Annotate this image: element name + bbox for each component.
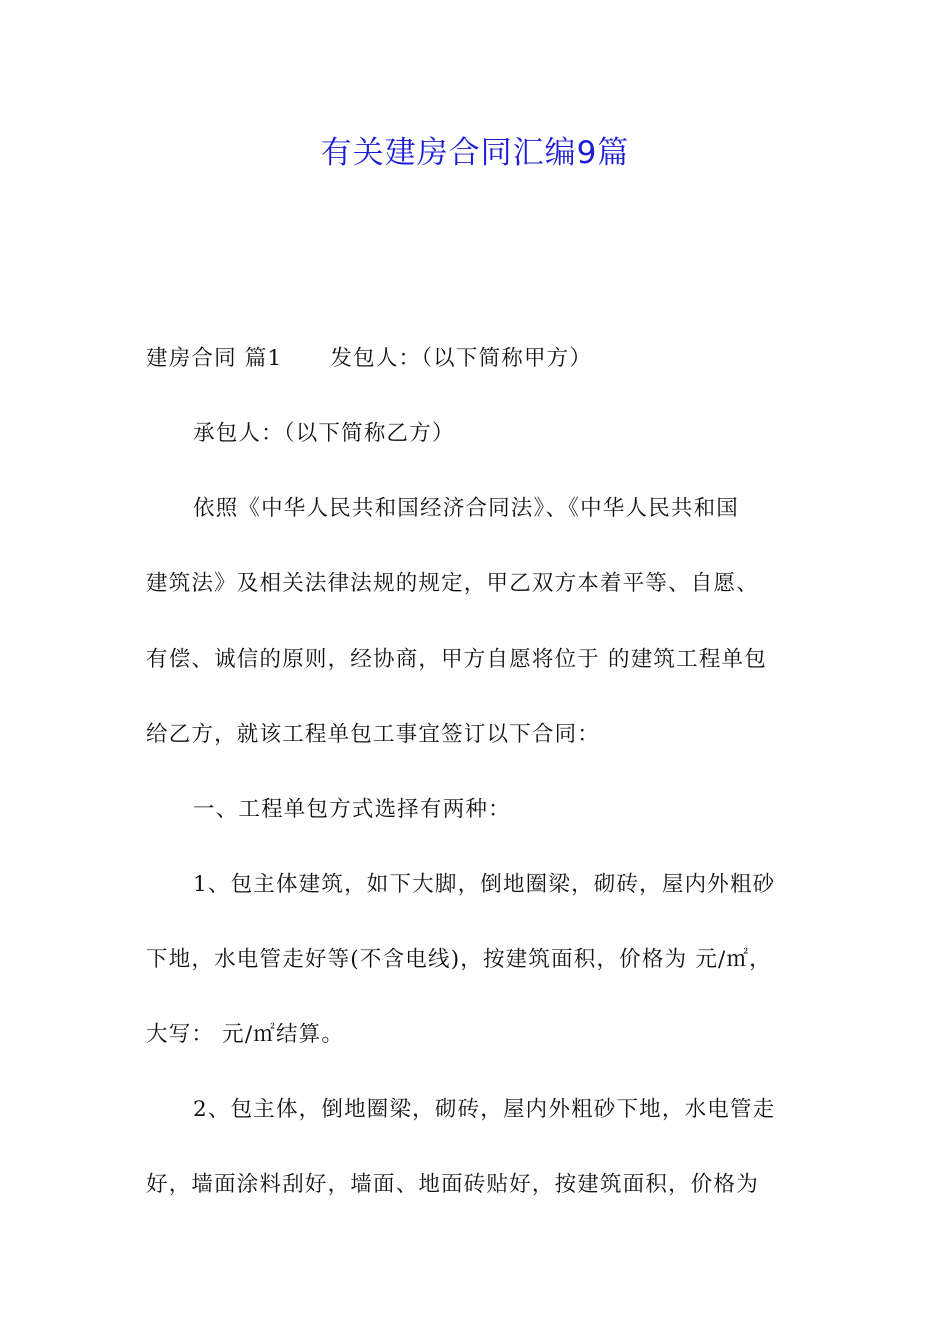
- section-label: 建房合同 篇1: [146, 346, 283, 371]
- paragraph-line: 好，墙面涂料刮好，墙面、地面砖贴好，按建筑面积，价格为: [146, 1172, 759, 1197]
- clause-heading: 一、工程单包方式选择有两种：: [193, 797, 511, 822]
- paragraph-line: 2、包主体，倒地圈梁，砌砖，屋内外粗砂下地，水电管走: [193, 1097, 776, 1122]
- employer-clause: 发包人：（以下简称甲方）: [330, 346, 593, 371]
- contractor-clause: 承包人：（以下简称乙方）: [193, 421, 455, 446]
- document-title: 有关建房合同汇编9篇: [320, 135, 630, 171]
- paragraph-line: 大写： 元/㎡结算。: [146, 1022, 345, 1047]
- paragraph-line: 依照《中华人民共和国经济合同法》、《中华人民共和国: [193, 496, 740, 521]
- paragraph-line: 1、包主体建筑，如下大脚，倒地圈梁，砌砖，屋内外粗砂: [193, 872, 776, 897]
- paragraph-line: 下地，水电管走好等(不含电线)，按建筑面积，价格为 元/㎡，: [146, 947, 772, 972]
- paragraph-line: 给乙方，就该工程单包工事宜签订以下合同：: [146, 722, 601, 747]
- paragraph-line: 建筑法》及相关法律法规的规定，甲乙双方本着平等、自愿、: [146, 571, 759, 596]
- paragraph-line: 有偿、诚信的原则，经协商，甲方自愿将位于 的建筑工程单包: [146, 647, 767, 672]
- section-heading-line: [146, 339, 592, 379]
